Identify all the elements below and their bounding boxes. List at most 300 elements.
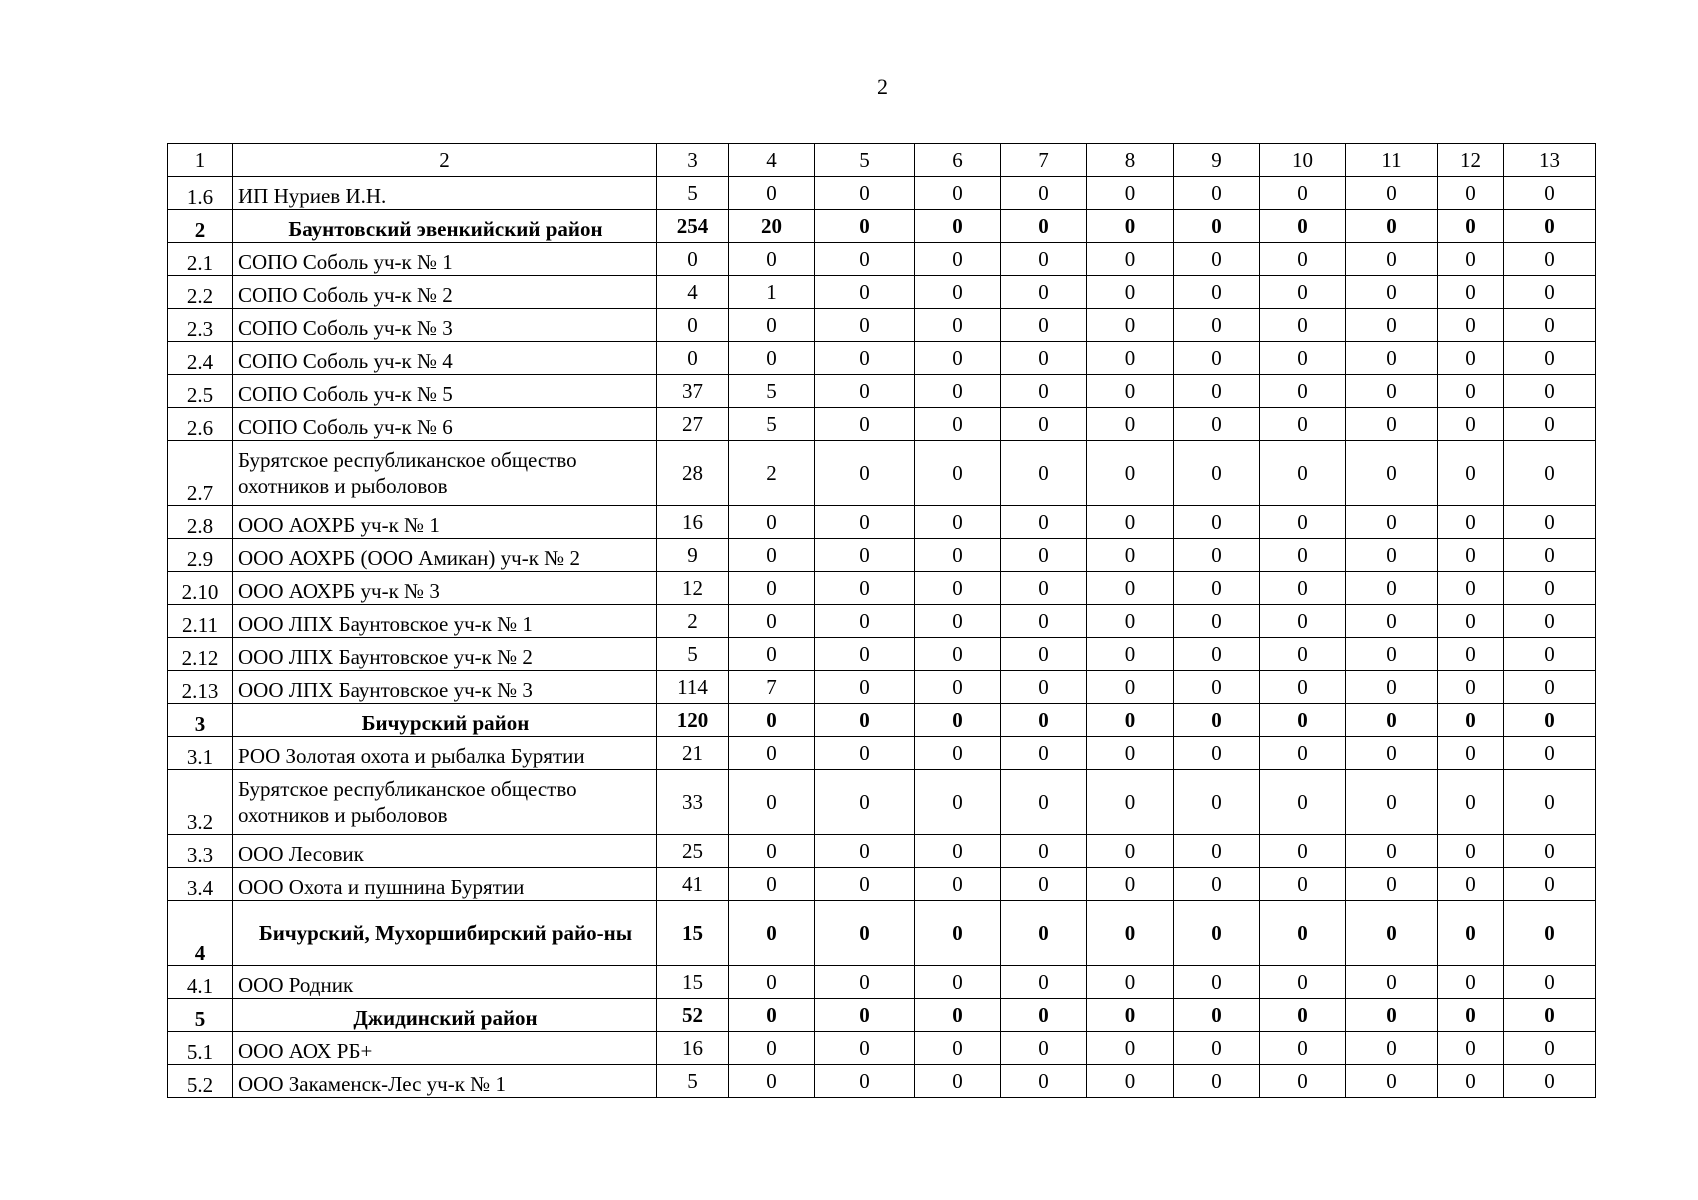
value-cell-col-13: 0 <box>1504 605 1596 638</box>
table-row <box>168 539 1596 572</box>
value-cell-col-13: 0 <box>1504 243 1596 276</box>
value-cell-col-9: 0 <box>1174 309 1260 342</box>
row-number: 5.2 <box>168 1065 233 1098</box>
table-row <box>168 572 1596 605</box>
row-number: 2.9 <box>168 539 233 572</box>
value-cell-col-4: 0 <box>729 309 815 342</box>
row-number: 3.2 <box>168 770 233 835</box>
value-cell-col-7: 0 <box>1001 835 1087 868</box>
row-number: 3.3 <box>168 835 233 868</box>
value-cell-col-5: 0 <box>815 572 915 605</box>
row-number: 2.7 <box>168 441 233 506</box>
value-cell-col-5: 0 <box>815 539 915 572</box>
organization-name: ООО ЛПХ Баунтовское уч-к № 2 <box>233 638 657 671</box>
column-header-11: 11 <box>1346 144 1438 177</box>
organization-name: ООО ЛПХ Баунтовское уч-к № 3 <box>233 671 657 704</box>
value-cell-col-13: 0 <box>1504 441 1596 506</box>
value-cell-col-5: 0 <box>815 243 915 276</box>
value-cell-col-3: 254 <box>657 210 729 243</box>
value-cell-col-5: 0 <box>815 177 915 210</box>
header-row <box>168 144 1596 177</box>
value-cell-col-8: 0 <box>1087 441 1174 506</box>
value-cell-col-4: 0 <box>729 901 815 966</box>
value-cell-col-11: 0 <box>1346 868 1438 901</box>
value-cell-col-11: 0 <box>1346 506 1438 539</box>
value-cell-col-3: 15 <box>657 901 729 966</box>
column-header-13: 13 <box>1504 144 1596 177</box>
value-cell-col-10: 0 <box>1260 177 1346 210</box>
value-cell-col-10: 0 <box>1260 1032 1346 1065</box>
value-cell-col-13: 0 <box>1504 276 1596 309</box>
value-cell-col-4: 0 <box>729 868 815 901</box>
value-cell-col-11: 0 <box>1346 901 1438 966</box>
value-cell-col-8: 0 <box>1087 704 1174 737</box>
value-cell-col-13: 0 <box>1504 704 1596 737</box>
value-cell-col-13: 0 <box>1504 210 1596 243</box>
row-number: 2.8 <box>168 506 233 539</box>
value-cell-col-8: 0 <box>1087 737 1174 770</box>
value-cell-col-6: 0 <box>915 868 1001 901</box>
value-cell-col-8: 0 <box>1087 408 1174 441</box>
value-cell-col-7: 0 <box>1001 243 1087 276</box>
row-number: 2 <box>168 210 233 243</box>
value-cell-col-8: 0 <box>1087 901 1174 966</box>
value-cell-col-12: 0 <box>1438 999 1504 1032</box>
column-header-9: 9 <box>1174 144 1260 177</box>
value-cell-col-3: 120 <box>657 704 729 737</box>
value-cell-col-12: 0 <box>1438 572 1504 605</box>
table-row <box>168 737 1596 770</box>
row-number: 2.10 <box>168 572 233 605</box>
table-row <box>168 276 1596 309</box>
table-row <box>168 506 1596 539</box>
value-cell-col-9: 0 <box>1174 737 1260 770</box>
value-cell-col-7: 0 <box>1001 966 1087 999</box>
column-header-2: 2 <box>233 144 657 177</box>
value-cell-col-9: 0 <box>1174 671 1260 704</box>
value-cell-col-6: 0 <box>915 276 1001 309</box>
value-cell-col-9: 0 <box>1174 408 1260 441</box>
value-cell-col-10: 0 <box>1260 441 1346 506</box>
value-cell-col-7: 0 <box>1001 704 1087 737</box>
value-cell-col-4: 0 <box>729 999 815 1032</box>
column-header-7: 7 <box>1001 144 1087 177</box>
organization-name: Бурятское республиканское общество охотников и рыболовов <box>233 441 657 506</box>
value-cell-col-3: 12 <box>657 572 729 605</box>
value-cell-col-12: 0 <box>1438 605 1504 638</box>
row-number: 2.1 <box>168 243 233 276</box>
value-cell-col-10: 0 <box>1260 901 1346 966</box>
organization-name: ООО Охота и пушнина Бурятии <box>233 868 657 901</box>
value-cell-col-8: 0 <box>1087 966 1174 999</box>
value-cell-col-6: 0 <box>915 506 1001 539</box>
value-cell-col-5: 0 <box>815 342 915 375</box>
table-row <box>168 966 1596 999</box>
value-cell-col-6: 0 <box>915 243 1001 276</box>
organization-name: СОПО Соболь уч-к № 2 <box>233 276 657 309</box>
value-cell-col-11: 0 <box>1346 375 1438 408</box>
value-cell-col-13: 0 <box>1504 671 1596 704</box>
value-cell-col-13: 0 <box>1504 638 1596 671</box>
value-cell-col-13: 0 <box>1504 375 1596 408</box>
district-row <box>168 901 1596 966</box>
value-cell-col-10: 0 <box>1260 737 1346 770</box>
value-cell-col-5: 0 <box>815 638 915 671</box>
value-cell-col-7: 0 <box>1001 901 1087 966</box>
value-cell-col-9: 0 <box>1174 704 1260 737</box>
value-cell-col-6: 0 <box>915 539 1001 572</box>
value-cell-col-3: 52 <box>657 999 729 1032</box>
row-number: 2.13 <box>168 671 233 704</box>
value-cell-col-11: 0 <box>1346 177 1438 210</box>
value-cell-col-10: 0 <box>1260 572 1346 605</box>
value-cell-col-3: 114 <box>657 671 729 704</box>
value-cell-col-5: 0 <box>815 966 915 999</box>
value-cell-col-11: 0 <box>1346 210 1438 243</box>
value-cell-col-7: 0 <box>1001 375 1087 408</box>
value-cell-col-10: 0 <box>1260 539 1346 572</box>
value-cell-col-9: 0 <box>1174 868 1260 901</box>
page-number: 2 <box>877 74 888 99</box>
value-cell-col-4: 0 <box>729 770 815 835</box>
value-cell-col-12: 0 <box>1438 408 1504 441</box>
value-cell-col-4: 1 <box>729 276 815 309</box>
value-cell-col-12: 0 <box>1438 177 1504 210</box>
value-cell-col-10: 0 <box>1260 671 1346 704</box>
table-row <box>168 605 1596 638</box>
row-number: 2.3 <box>168 309 233 342</box>
value-cell-col-4: 0 <box>729 572 815 605</box>
value-cell-col-12: 0 <box>1438 770 1504 835</box>
value-cell-col-12: 0 <box>1438 868 1504 901</box>
value-cell-col-7: 0 <box>1001 770 1087 835</box>
value-cell-col-11: 0 <box>1346 770 1438 835</box>
value-cell-col-10: 0 <box>1260 605 1346 638</box>
organization-name: ООО Лесовик <box>233 835 657 868</box>
organization-name: РОО Золотая охота и рыбалка Бурятии <box>233 737 657 770</box>
organization-name: ООО АОХРБ уч-к № 1 <box>233 506 657 539</box>
value-cell-col-5: 0 <box>815 276 915 309</box>
value-cell-col-10: 0 <box>1260 408 1346 441</box>
value-cell-col-5: 0 <box>815 901 915 966</box>
value-cell-col-7: 0 <box>1001 572 1087 605</box>
value-cell-col-12: 0 <box>1438 671 1504 704</box>
value-cell-col-5: 0 <box>815 375 915 408</box>
value-cell-col-12: 0 <box>1438 210 1504 243</box>
value-cell-col-12: 0 <box>1438 539 1504 572</box>
value-cell-col-12: 0 <box>1438 966 1504 999</box>
table-row <box>168 342 1596 375</box>
value-cell-col-12: 0 <box>1438 1032 1504 1065</box>
row-number: 3.4 <box>168 868 233 901</box>
value-cell-col-8: 0 <box>1087 506 1174 539</box>
value-cell-col-3: 5 <box>657 638 729 671</box>
value-cell-col-5: 0 <box>815 605 915 638</box>
value-cell-col-7: 0 <box>1001 605 1087 638</box>
value-cell-col-5: 0 <box>815 868 915 901</box>
value-cell-col-8: 0 <box>1087 999 1174 1032</box>
value-cell-col-12: 0 <box>1438 243 1504 276</box>
value-cell-col-7: 0 <box>1001 441 1087 506</box>
value-cell-col-8: 0 <box>1087 375 1174 408</box>
value-cell-col-4: 0 <box>729 342 815 375</box>
value-cell-col-12: 0 <box>1438 441 1504 506</box>
value-cell-col-3: 0 <box>657 342 729 375</box>
value-cell-col-9: 0 <box>1174 177 1260 210</box>
value-cell-col-6: 0 <box>915 638 1001 671</box>
value-cell-col-13: 0 <box>1504 868 1596 901</box>
district-name: Джидинский район <box>233 999 657 1032</box>
value-cell-col-5: 0 <box>815 441 915 506</box>
value-cell-col-7: 0 <box>1001 1032 1087 1065</box>
value-cell-col-7: 0 <box>1001 408 1087 441</box>
value-cell-col-4: 0 <box>729 605 815 638</box>
value-cell-col-9: 0 <box>1174 1032 1260 1065</box>
value-cell-col-9: 0 <box>1174 638 1260 671</box>
district-row <box>168 210 1596 243</box>
value-cell-col-6: 0 <box>915 737 1001 770</box>
value-cell-col-3: 27 <box>657 408 729 441</box>
value-cell-col-13: 0 <box>1504 506 1596 539</box>
value-cell-col-6: 0 <box>915 901 1001 966</box>
value-cell-col-5: 0 <box>815 999 915 1032</box>
organization-name: ООО Закаменск-Лес уч-к № 1 <box>233 1065 657 1098</box>
value-cell-col-3: 0 <box>657 309 729 342</box>
value-cell-col-10: 0 <box>1260 243 1346 276</box>
value-cell-col-11: 0 <box>1346 605 1438 638</box>
organization-name: Бурятское республиканское общество охотников и рыболовов <box>233 770 657 835</box>
row-number: 4 <box>168 901 233 966</box>
value-cell-col-12: 0 <box>1438 835 1504 868</box>
table-row <box>168 309 1596 342</box>
value-cell-col-10: 0 <box>1260 276 1346 309</box>
value-cell-col-3: 5 <box>657 177 729 210</box>
value-cell-col-7: 0 <box>1001 737 1087 770</box>
value-cell-col-11: 0 <box>1346 539 1438 572</box>
value-cell-col-9: 0 <box>1174 605 1260 638</box>
value-cell-col-13: 0 <box>1504 737 1596 770</box>
value-cell-col-4: 0 <box>729 638 815 671</box>
value-cell-col-13: 0 <box>1504 835 1596 868</box>
value-cell-col-11: 0 <box>1346 1065 1438 1098</box>
value-cell-col-10: 0 <box>1260 1065 1346 1098</box>
value-cell-col-8: 0 <box>1087 770 1174 835</box>
value-cell-col-7: 0 <box>1001 671 1087 704</box>
value-cell-col-8: 0 <box>1087 210 1174 243</box>
value-cell-col-7: 0 <box>1001 177 1087 210</box>
organization-name: ООО Родник <box>233 966 657 999</box>
value-cell-col-13: 0 <box>1504 1065 1596 1098</box>
value-cell-col-6: 0 <box>915 572 1001 605</box>
value-cell-col-11: 0 <box>1346 243 1438 276</box>
organization-name: СОПО Соболь уч-к № 6 <box>233 408 657 441</box>
value-cell-col-4: 5 <box>729 375 815 408</box>
column-header-1: 1 <box>168 144 233 177</box>
value-cell-col-12: 0 <box>1438 342 1504 375</box>
value-cell-col-6: 0 <box>915 835 1001 868</box>
value-cell-col-6: 0 <box>915 671 1001 704</box>
value-cell-col-11: 0 <box>1346 671 1438 704</box>
value-cell-col-11: 0 <box>1346 441 1438 506</box>
table-row <box>168 1032 1596 1065</box>
value-cell-col-8: 0 <box>1087 868 1174 901</box>
data-table <box>167 143 1596 1098</box>
value-cell-col-7: 0 <box>1001 539 1087 572</box>
organization-name: ООО АОХ РБ+ <box>233 1032 657 1065</box>
column-header-12: 12 <box>1438 144 1504 177</box>
value-cell-col-9: 0 <box>1174 770 1260 835</box>
value-cell-col-3: 25 <box>657 835 729 868</box>
value-cell-col-10: 0 <box>1260 770 1346 835</box>
value-cell-col-3: 33 <box>657 770 729 835</box>
value-cell-col-10: 0 <box>1260 375 1346 408</box>
value-cell-col-3: 5 <box>657 1065 729 1098</box>
value-cell-col-4: 5 <box>729 408 815 441</box>
value-cell-col-11: 0 <box>1346 704 1438 737</box>
organization-name: ООО ЛПХ Баунтовское уч-к № 1 <box>233 605 657 638</box>
value-cell-col-3: 28 <box>657 441 729 506</box>
row-number: 5 <box>168 999 233 1032</box>
value-cell-col-12: 0 <box>1438 737 1504 770</box>
organization-name: ООО АОХРБ (ООО Амикан) уч-к № 2 <box>233 539 657 572</box>
value-cell-col-7: 0 <box>1001 276 1087 309</box>
row-number: 5.1 <box>168 1032 233 1065</box>
organization-name: СОПО Соболь уч-к № 1 <box>233 243 657 276</box>
value-cell-col-6: 0 <box>915 1065 1001 1098</box>
value-cell-col-11: 0 <box>1346 638 1438 671</box>
value-cell-col-6: 0 <box>915 605 1001 638</box>
row-number: 1.6 <box>168 177 233 210</box>
value-cell-col-9: 0 <box>1174 835 1260 868</box>
value-cell-col-10: 0 <box>1260 506 1346 539</box>
district-name: Бичурский, Мухоршибирский райо-ны <box>233 901 657 966</box>
value-cell-col-6: 0 <box>915 770 1001 835</box>
value-cell-col-9: 0 <box>1174 342 1260 375</box>
value-cell-col-10: 0 <box>1260 999 1346 1032</box>
value-cell-col-13: 0 <box>1504 901 1596 966</box>
value-cell-col-9: 0 <box>1174 210 1260 243</box>
value-cell-col-11: 0 <box>1346 342 1438 375</box>
value-cell-col-10: 0 <box>1260 868 1346 901</box>
table-row <box>168 441 1596 506</box>
value-cell-col-12: 0 <box>1438 276 1504 309</box>
organization-name: СОПО Соболь уч-к № 4 <box>233 342 657 375</box>
value-cell-col-8: 0 <box>1087 1065 1174 1098</box>
table-row <box>168 177 1596 210</box>
organization-name: ИП Нуриев И.Н. <box>233 177 657 210</box>
district-name: Баунтовский эвенкийский район <box>233 210 657 243</box>
row-number: 2.5 <box>168 375 233 408</box>
value-cell-col-5: 0 <box>815 737 915 770</box>
value-cell-col-3: 2 <box>657 605 729 638</box>
row-number: 2.6 <box>168 408 233 441</box>
column-header-5: 5 <box>815 144 915 177</box>
value-cell-col-3: 0 <box>657 243 729 276</box>
value-cell-col-9: 0 <box>1174 243 1260 276</box>
value-cell-col-6: 0 <box>915 999 1001 1032</box>
value-cell-col-12: 0 <box>1438 1065 1504 1098</box>
value-cell-col-7: 0 <box>1001 1065 1087 1098</box>
district-name: Бичурский район <box>233 704 657 737</box>
value-cell-col-13: 0 <box>1504 539 1596 572</box>
organization-name: СОПО Соболь уч-к № 5 <box>233 375 657 408</box>
column-header-4: 4 <box>729 144 815 177</box>
row-number: 2.12 <box>168 638 233 671</box>
organization-name: ООО АОХРБ уч-к № 3 <box>233 572 657 605</box>
value-cell-col-4: 0 <box>729 966 815 999</box>
value-cell-col-9: 0 <box>1174 1065 1260 1098</box>
row-number: 2.4 <box>168 342 233 375</box>
value-cell-col-12: 0 <box>1438 638 1504 671</box>
value-cell-col-13: 0 <box>1504 1032 1596 1065</box>
value-cell-col-4: 0 <box>729 1065 815 1098</box>
column-header-6: 6 <box>915 144 1001 177</box>
value-cell-col-12: 0 <box>1438 901 1504 966</box>
value-cell-col-5: 0 <box>815 770 915 835</box>
column-header-10: 10 <box>1260 144 1346 177</box>
value-cell-col-7: 0 <box>1001 999 1087 1032</box>
value-cell-col-4: 0 <box>729 243 815 276</box>
value-cell-col-11: 0 <box>1346 966 1438 999</box>
value-cell-col-9: 0 <box>1174 539 1260 572</box>
value-cell-col-5: 0 <box>815 1032 915 1065</box>
value-cell-col-3: 15 <box>657 966 729 999</box>
value-cell-col-3: 16 <box>657 1032 729 1065</box>
value-cell-col-4: 0 <box>729 177 815 210</box>
value-cell-col-10: 0 <box>1260 342 1346 375</box>
value-cell-col-7: 0 <box>1001 342 1087 375</box>
value-cell-col-11: 0 <box>1346 408 1438 441</box>
value-cell-col-11: 0 <box>1346 737 1438 770</box>
value-cell-col-5: 0 <box>815 210 915 243</box>
value-cell-col-11: 0 <box>1346 276 1438 309</box>
column-header-8: 8 <box>1087 144 1174 177</box>
table-row <box>168 408 1596 441</box>
column-header-3: 3 <box>657 144 729 177</box>
value-cell-col-11: 0 <box>1346 309 1438 342</box>
value-cell-col-3: 9 <box>657 539 729 572</box>
value-cell-col-5: 0 <box>815 506 915 539</box>
value-cell-col-5: 0 <box>815 408 915 441</box>
value-cell-col-12: 0 <box>1438 309 1504 342</box>
value-cell-col-12: 0 <box>1438 704 1504 737</box>
row-number: 2.11 <box>168 605 233 638</box>
value-cell-col-5: 0 <box>815 671 915 704</box>
table-row <box>168 243 1596 276</box>
value-cell-col-11: 0 <box>1346 999 1438 1032</box>
value-cell-col-4: 0 <box>729 506 815 539</box>
value-cell-col-7: 0 <box>1001 309 1087 342</box>
value-cell-col-4: 2 <box>729 441 815 506</box>
table-row <box>168 671 1596 704</box>
value-cell-col-8: 0 <box>1087 1032 1174 1065</box>
value-cell-col-10: 0 <box>1260 638 1346 671</box>
value-cell-col-6: 0 <box>915 1032 1001 1065</box>
value-cell-col-4: 0 <box>729 539 815 572</box>
value-cell-col-10: 0 <box>1260 309 1346 342</box>
value-cell-col-7: 0 <box>1001 638 1087 671</box>
value-cell-col-3: 37 <box>657 375 729 408</box>
value-cell-col-5: 0 <box>815 835 915 868</box>
value-cell-col-6: 0 <box>915 210 1001 243</box>
district-row <box>168 999 1596 1032</box>
table-row <box>168 868 1596 901</box>
value-cell-col-13: 0 <box>1504 572 1596 605</box>
value-cell-col-11: 0 <box>1346 835 1438 868</box>
value-cell-col-6: 0 <box>915 966 1001 999</box>
value-cell-col-13: 0 <box>1504 408 1596 441</box>
row-number: 2.2 <box>168 276 233 309</box>
